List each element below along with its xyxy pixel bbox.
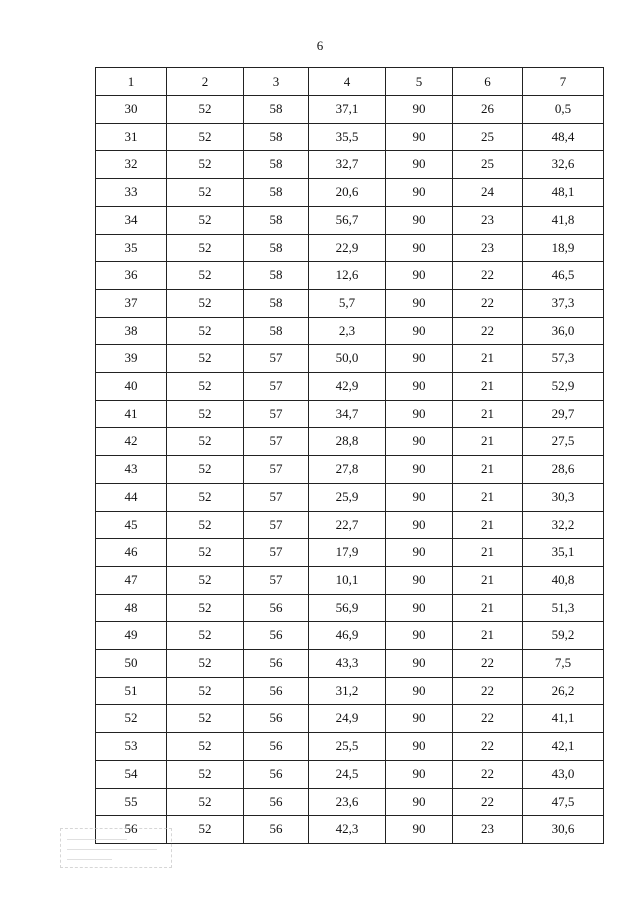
table-cell: 47,5 [523,788,604,816]
table-cell: 48,1 [523,179,604,207]
table-cell: 51 [96,677,167,705]
column-header-1: 1 [96,68,167,96]
table-row [96,400,604,428]
table-cell: 90 [386,428,453,456]
table-cell: 58 [244,179,309,207]
table-cell: 90 [386,539,453,567]
table-cell: 52 [167,677,244,705]
table-cell: 21 [453,594,523,622]
table-cell: 42 [96,428,167,456]
table-cell: 48,4 [523,123,604,151]
table-cell: 56 [244,677,309,705]
table-cell: 90 [386,483,453,511]
table-cell: 36,0 [523,317,604,345]
table-cell: 21 [453,511,523,539]
table-cell: 7,5 [523,650,604,678]
table-cell: 25,5 [309,733,386,761]
table-cell: 90 [386,289,453,317]
table-cell: 38 [96,317,167,345]
table-row [96,511,604,539]
table-row [96,456,604,484]
table-cell: 50 [96,650,167,678]
table-row [96,788,604,816]
table-cell: 49 [96,622,167,650]
table-cell: 90 [386,179,453,207]
table-cell: 21 [453,428,523,456]
table-header [96,68,604,96]
table-cell: 52 [167,566,244,594]
table-cell: 42,9 [309,373,386,401]
table-cell: 55 [96,788,167,816]
table-cell: 52 [167,705,244,733]
table-cell: 57 [244,456,309,484]
table-cell: 22 [453,705,523,733]
table-cell: 22,9 [309,234,386,262]
table-cell: 90 [386,400,453,428]
table-row [96,705,604,733]
table-cell: 56 [244,788,309,816]
table-cell: 52 [167,400,244,428]
table-cell: 56 [244,816,309,844]
table-cell: 24 [453,179,523,207]
page-number: 6 [316,38,324,53]
column-header-6: 6 [453,68,523,96]
table-cell: 32 [96,151,167,179]
table-cell: 90 [386,456,453,484]
table-cell: 52,9 [523,373,604,401]
table-cell: 90 [386,622,453,650]
table-cell: 21 [453,400,523,428]
table-cell: 90 [386,123,453,151]
table-cell: 2,3 [309,317,386,345]
table-cell: 25 [453,123,523,151]
table-cell: 31,2 [309,677,386,705]
table-row [96,760,604,788]
table-cell: 30,3 [523,483,604,511]
table-cell: 52 [167,345,244,373]
table-cell: 52 [167,788,244,816]
table-cell: 34 [96,206,167,234]
table-cell: 58 [244,151,309,179]
table-row [96,733,604,761]
table-row [96,151,604,179]
table-cell: 90 [386,733,453,761]
table-cell: 43,0 [523,760,604,788]
table-cell: 21 [453,373,523,401]
table-cell: 59,2 [523,622,604,650]
table-cell: 56 [244,760,309,788]
table-cell: 24,9 [309,705,386,733]
table-cell: 52 [167,594,244,622]
table-cell: 37,1 [309,96,386,124]
table-cell: 56 [244,650,309,678]
header-row [96,68,604,96]
table-cell: 39 [96,345,167,373]
table-cell: 27,5 [523,428,604,456]
table-cell: 23 [453,234,523,262]
table-cell: 57 [244,566,309,594]
table-cell: 21 [453,566,523,594]
table-cell: 21 [453,622,523,650]
table-cell: 57,3 [523,345,604,373]
table-row [96,123,604,151]
table-cell: 22 [453,788,523,816]
table-cell: 90 [386,816,453,844]
table-cell: 90 [386,566,453,594]
table-cell: 32,2 [523,511,604,539]
table-cell: 52 [167,373,244,401]
column-header-2: 2 [167,68,244,96]
table-cell: 37,3 [523,289,604,317]
table-cell: 52 [167,151,244,179]
table-cell: 57 [244,373,309,401]
table-row [96,650,604,678]
table-cell: 52 [167,760,244,788]
table-cell: 21 [453,456,523,484]
table-row [96,262,604,290]
table-row [96,677,604,705]
table-row [96,622,604,650]
table-cell: 5,7 [309,289,386,317]
table-cell: 30 [96,96,167,124]
table-cell: 47 [96,566,167,594]
table-cell: 24,5 [309,760,386,788]
table-cell: 40 [96,373,167,401]
table-cell: 23 [453,816,523,844]
table-cell: 90 [386,151,453,179]
table-cell: 42,3 [309,816,386,844]
table-cell: 43,3 [309,650,386,678]
table-cell: 0,5 [523,96,604,124]
table-cell: 36 [96,262,167,290]
table-row [96,566,604,594]
table-cell: 22 [453,262,523,290]
table-body [96,96,604,844]
table-cell: 57 [244,483,309,511]
table-row [96,483,604,511]
table-cell: 29,7 [523,400,604,428]
table-cell: 28,6 [523,456,604,484]
table-cell: 90 [386,373,453,401]
table-row [96,206,604,234]
table-cell: 31 [96,123,167,151]
table-cell: 58 [244,234,309,262]
table-cell: 52 [167,96,244,124]
table-cell: 52 [96,705,167,733]
table-cell: 21 [453,345,523,373]
table-row [96,96,604,124]
table-cell: 26 [453,96,523,124]
table-cell: 90 [386,650,453,678]
table-cell: 22 [453,650,523,678]
table-cell: 52 [167,483,244,511]
table-cell: 58 [244,96,309,124]
table-row [96,373,604,401]
table-cell: 52 [167,179,244,207]
table-row [96,289,604,317]
table-cell: 90 [386,788,453,816]
table-cell: 32,7 [309,151,386,179]
table-cell: 46,5 [523,262,604,290]
table-cell: 56 [244,705,309,733]
table-cell: 56,7 [309,206,386,234]
table-cell: 52 [167,622,244,650]
table-cell: 27,8 [309,456,386,484]
table-cell: 21 [453,483,523,511]
table-cell: 52 [167,206,244,234]
table-cell: 40,8 [523,566,604,594]
table-cell: 22 [453,289,523,317]
table-cell: 32,6 [523,151,604,179]
table-cell: 41,1 [523,705,604,733]
table-cell: 22 [453,733,523,761]
table-cell: 23,6 [309,788,386,816]
table-cell: 44 [96,483,167,511]
table-cell: 58 [244,317,309,345]
table-cell: 35,1 [523,539,604,567]
table-cell: 48 [96,594,167,622]
table-cell: 21 [453,539,523,567]
table-cell: 57 [244,345,309,373]
table-cell: 90 [386,511,453,539]
table-cell: 25 [453,151,523,179]
table-cell: 17,9 [309,539,386,567]
table-cell: 90 [386,206,453,234]
table-cell: 42,1 [523,733,604,761]
table-cell: 35 [96,234,167,262]
table-cell: 30,6 [523,816,604,844]
table-row [96,345,604,373]
table-cell: 58 [244,289,309,317]
table-cell: 52 [167,816,244,844]
table-cell: 57 [244,428,309,456]
table-cell: 52 [167,539,244,567]
column-header-3: 3 [244,68,309,96]
table-cell: 56 [244,594,309,622]
table-cell: 90 [386,96,453,124]
faint-stamp-mark [60,828,172,868]
table-cell: 58 [244,206,309,234]
table-cell: 57 [244,400,309,428]
table-cell: 54 [96,760,167,788]
table-cell: 58 [244,123,309,151]
table-cell: 20,6 [309,179,386,207]
column-header-7: 7 [523,68,604,96]
table-cell: 10,1 [309,566,386,594]
table-cell: 90 [386,594,453,622]
table-cell: 52 [167,289,244,317]
table-cell: 12,6 [309,262,386,290]
table-cell: 56,9 [309,594,386,622]
table-cell: 34,7 [309,400,386,428]
table-cell: 22,7 [309,511,386,539]
table-cell: 28,8 [309,428,386,456]
table-cell: 52 [167,428,244,456]
table-cell: 51,3 [523,594,604,622]
table-cell: 22 [453,760,523,788]
table-cell: 18,9 [523,234,604,262]
table-cell: 90 [386,345,453,373]
table-cell: 52 [167,650,244,678]
table-cell: 25,9 [309,483,386,511]
coordinates-table [95,67,604,844]
table-cell: 45 [96,511,167,539]
table-row [96,428,604,456]
table-row [96,234,604,262]
table-cell: 46,9 [309,622,386,650]
table-cell: 52 [167,733,244,761]
table-cell: 56 [244,733,309,761]
table-row [96,179,604,207]
table-cell: 52 [167,456,244,484]
table-cell: 41 [96,400,167,428]
table-cell: 22 [453,317,523,345]
table-cell: 90 [386,677,453,705]
table-cell: 52 [167,262,244,290]
table-cell: 90 [386,705,453,733]
table-cell: 43 [96,456,167,484]
table-cell: 90 [386,234,453,262]
table-cell: 46 [96,539,167,567]
table-cell: 52 [167,234,244,262]
table-cell: 90 [386,262,453,290]
column-header-5: 5 [386,68,453,96]
table-cell: 90 [386,760,453,788]
table-cell: 23 [453,206,523,234]
table-cell: 57 [244,539,309,567]
table-cell: 26,2 [523,677,604,705]
table-cell: 53 [96,733,167,761]
table-cell: 41,8 [523,206,604,234]
table-cell: 50,0 [309,345,386,373]
table-row [96,594,604,622]
table-cell: 56 [244,622,309,650]
table-cell: 35,5 [309,123,386,151]
table-cell: 57 [244,511,309,539]
table-row [96,317,604,345]
table-cell: 56 [96,816,167,844]
column-header-4: 4 [309,68,386,96]
table-cell: 90 [386,317,453,345]
table-cell: 58 [244,262,309,290]
table-cell: 33 [96,179,167,207]
table-cell: 52 [167,123,244,151]
table-cell: 22 [453,677,523,705]
table-cell: 37 [96,289,167,317]
table-cell: 52 [167,511,244,539]
table-cell: 52 [167,317,244,345]
table-row [96,539,604,567]
